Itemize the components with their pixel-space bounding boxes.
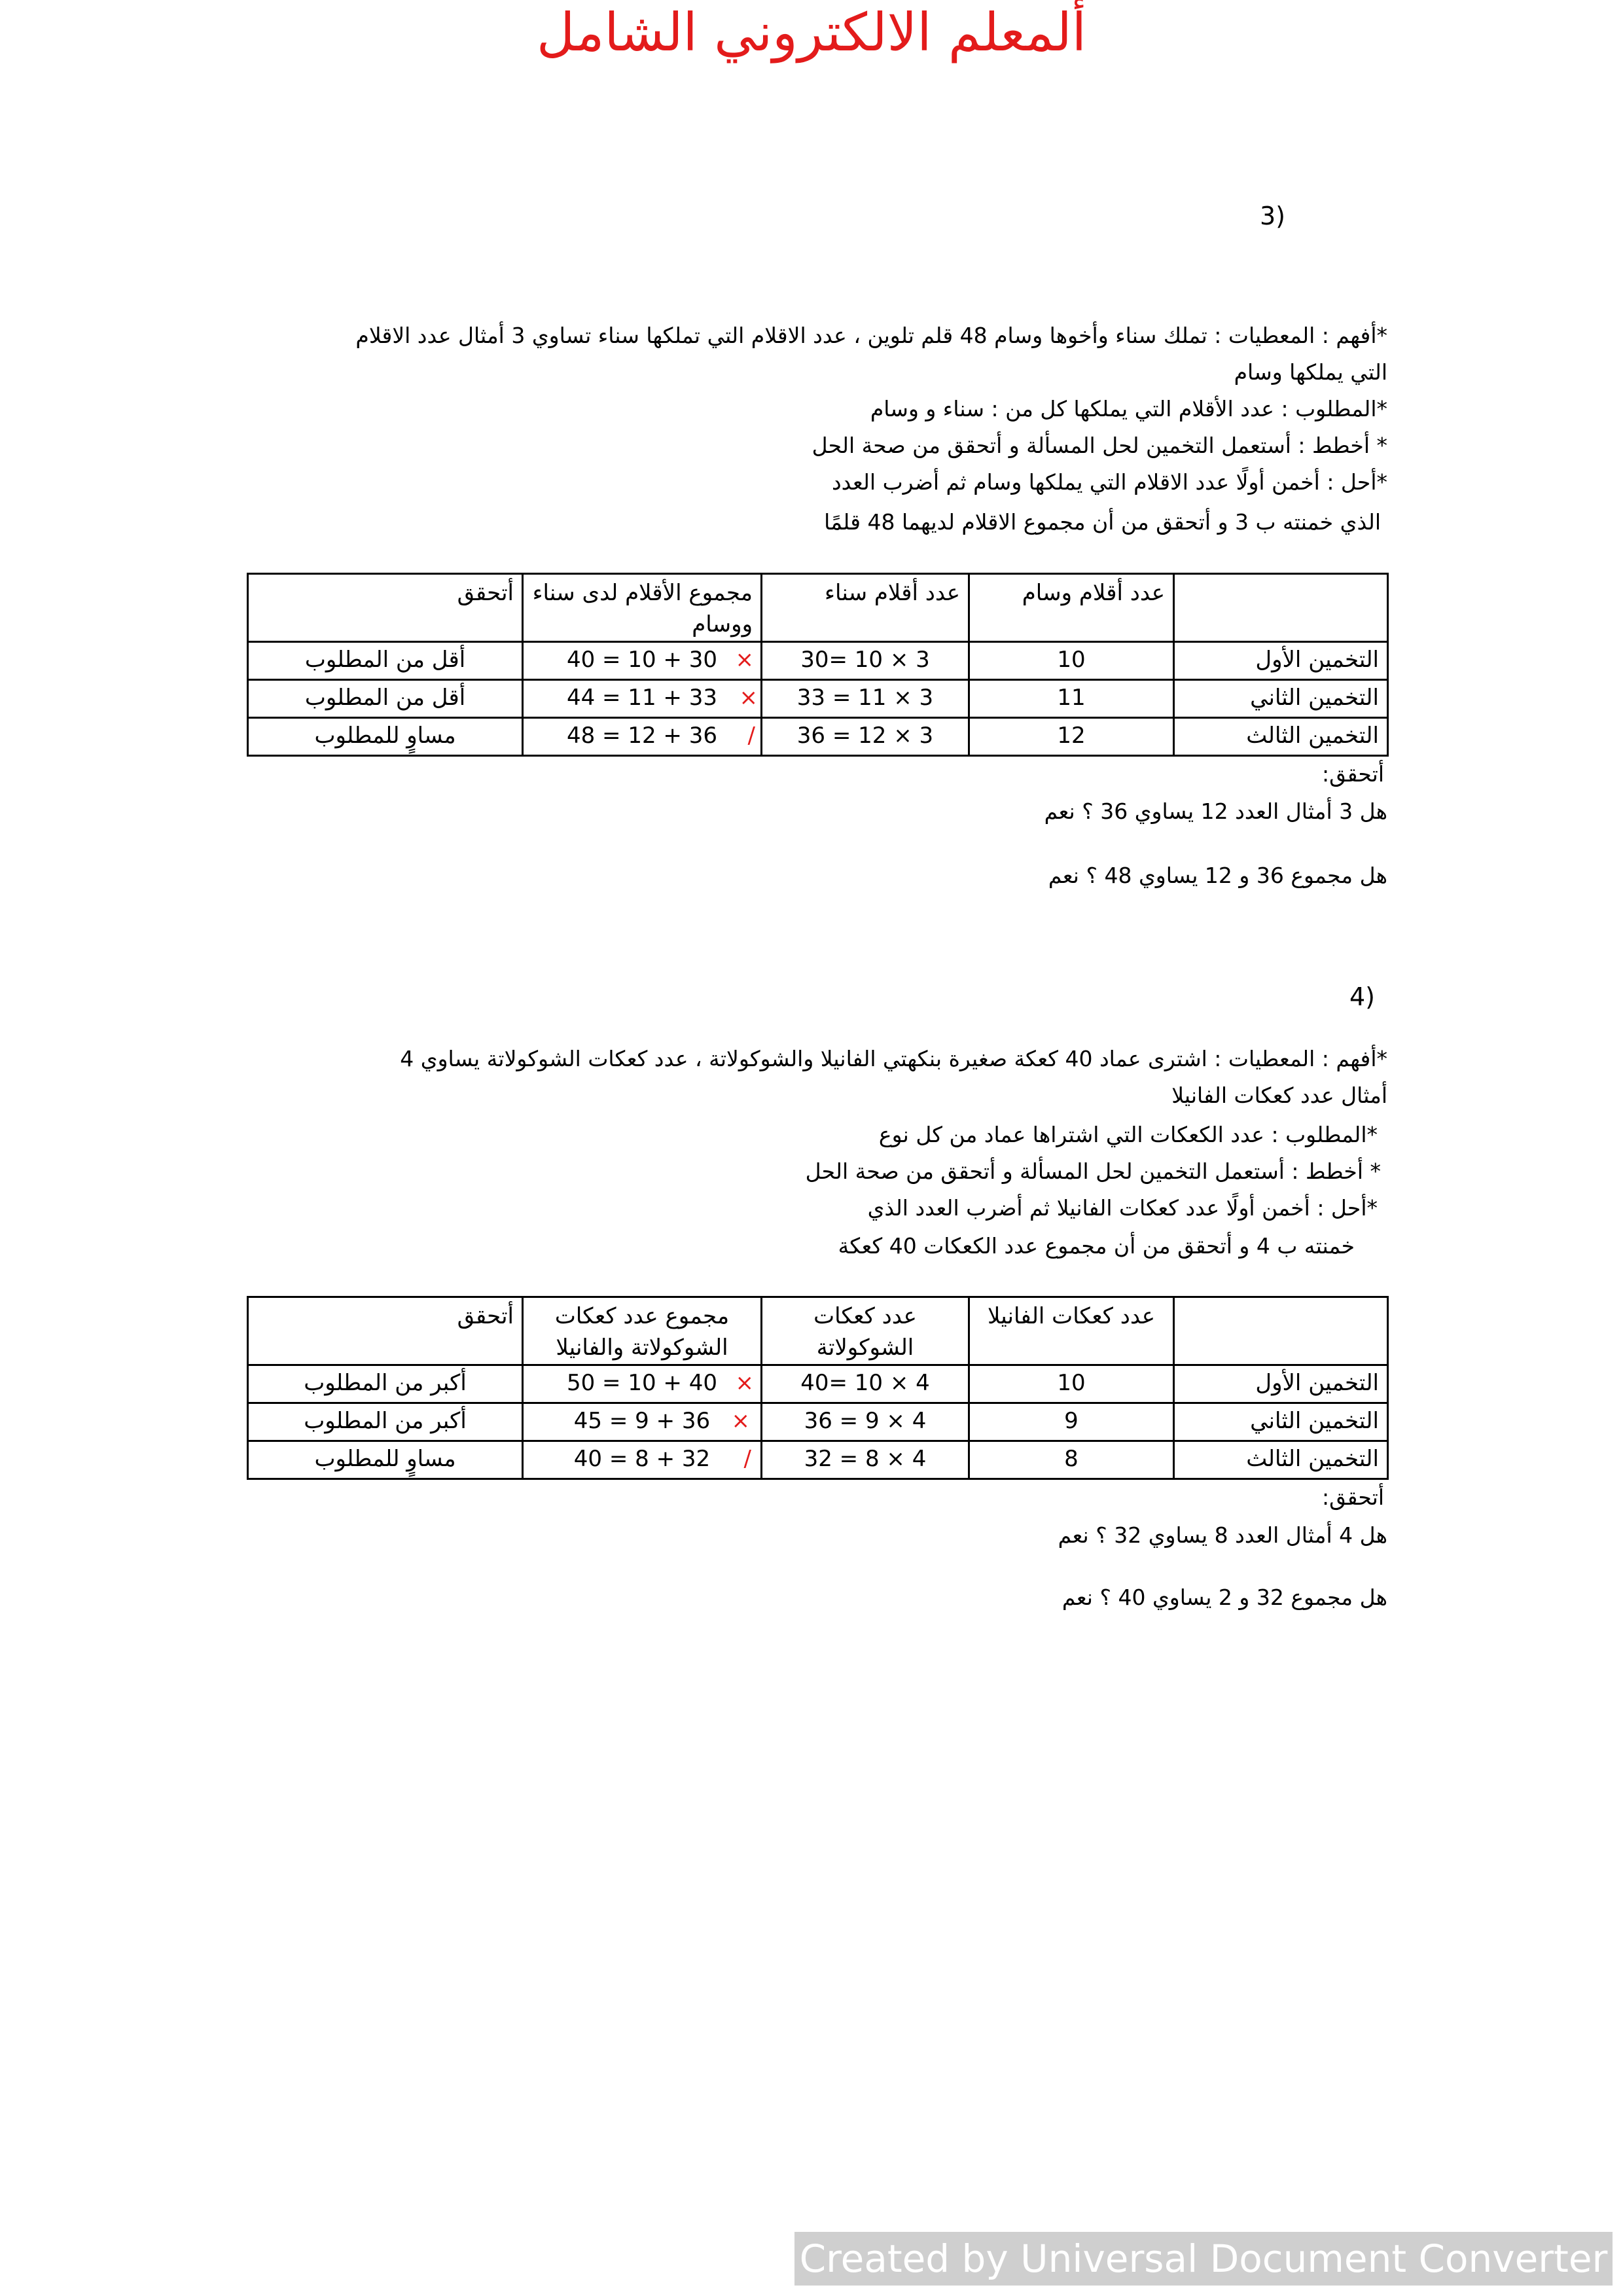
row-check: مساوٍ للمطلوب: [248, 718, 523, 756]
table-row: [248, 1441, 1388, 1479]
row-sum-text: 33 + 11 = 44: [566, 685, 717, 711]
row-label: التخمين الثالث: [1174, 1441, 1388, 1479]
wrong-mark-icon: ×: [735, 1370, 754, 1396]
table-header-row: [248, 574, 1388, 642]
row-label: التخمين الأول: [1174, 1365, 1388, 1403]
row-check: أكبر من المطلوب: [248, 1365, 523, 1403]
row-check: مساوٍ للمطلوب: [248, 1441, 523, 1479]
wrong-mark-icon: ×: [739, 685, 758, 711]
row-label: التخمين الثاني: [1174, 680, 1388, 718]
row-check: أقل من المطلوب: [248, 642, 523, 680]
row-value-b: 4 × 8 = 32: [762, 1441, 969, 1479]
table-row: [248, 642, 1388, 680]
header-cell-wisam: عدد أقلام وسام: [969, 574, 1174, 642]
row-value-b: 3 × 12 = 36: [762, 718, 969, 756]
row-value-a: 10: [969, 1365, 1174, 1403]
problem-4-verify-label: أتحقق:: [1322, 1484, 1384, 1510]
row-sum: [523, 718, 762, 756]
table-row: [248, 1365, 1388, 1403]
table-row: [248, 718, 1388, 756]
problem-3-guess-table: [247, 573, 1389, 757]
row-value-b: 4 × 10 =40: [762, 1365, 969, 1403]
problem-3-solve: *أحل : أخمن أولًا عدد الاقلام التي يملكها وسام ثم أضرب العدد: [831, 469, 1387, 495]
problem-4-verify-2: هل مجموع 32 و 2 يساوي 40 ؟ نعم: [1061, 1585, 1387, 1610]
check-mark-icon: /: [747, 723, 755, 749]
row-check: أقل من المطلوب: [248, 680, 523, 718]
header-cell-check: أتحقق: [248, 1297, 523, 1365]
problem-3-verify-1: هل 3 أمثال العدد 12 يساوي 36 ؟ نعم: [1044, 798, 1387, 824]
row-value-a: 8: [969, 1441, 1174, 1479]
problem-4-plan: * أخطط : أستعمل التخمين لحل المسألة و أتحقق من صحة الحل: [805, 1158, 1381, 1184]
row-check: أكبر من المطلوب: [248, 1403, 523, 1441]
row-value-b: 3 × 10 =30: [762, 642, 969, 680]
header-cell-check: أتحقق: [248, 574, 523, 642]
row-sum: [523, 680, 762, 718]
problem-4-solve: *أحل : أخمن أولًا عدد كعكات الفانيلا ثم أضرب العدد الذي: [867, 1195, 1378, 1221]
row-value-a: 12: [969, 718, 1174, 756]
problem-3-required: *المطلوب : عدد الأقلام التي يملكها كل من : سناء و وسام: [870, 396, 1387, 422]
wrong-mark-icon: ×: [735, 647, 754, 673]
row-sum-text: 30 + 10 = 40: [566, 647, 717, 673]
row-label: التخمين الأول: [1174, 642, 1388, 680]
row-label: التخمين الثاني: [1174, 1403, 1388, 1441]
header-cell-empty: [1174, 1297, 1388, 1365]
problem-3-verify-2: هل مجموع 36 و 12 يساوي 48 ؟ نعم: [1048, 863, 1387, 888]
header-cell-chocolate: عدد كعكات الشوكولاتة: [762, 1297, 969, 1365]
table-row: [248, 680, 1388, 718]
problem-4-understand: *أفهم : المعطيات : اشترى عماد 40 كعكة صغيرة بنكهتي الفانيلا والشوكولاتة ، عدد كعكات الشوكولاتة يساوي 4 أمثال عدد كعكات الفانيلا: [400, 1046, 1387, 1108]
header-cell-sum: مجموع عدد كعكات الشوكولاتة والفانيلا: [523, 1297, 762, 1365]
row-value-b: 3 × 11 = 33: [762, 680, 969, 718]
problem-4-solve-cont: خمنته ب 4 و أتحقق من أن مجموع عدد الكعكات 40 كعكة: [838, 1233, 1355, 1259]
row-sum-text: 36 + 9 = 45: [573, 1408, 711, 1434]
row-sum: [523, 1403, 762, 1441]
page-title: ألمعلم الالكتروني الشامل: [536, 2, 1087, 63]
row-sum: [523, 642, 762, 680]
table-header-row: [248, 1297, 1388, 1365]
row-sum-text: 36 + 12 = 48: [566, 723, 717, 749]
problem-3-verify-label: أتحقق:: [1322, 761, 1384, 787]
row-sum: [523, 1365, 762, 1403]
header-cell-empty: [1174, 574, 1388, 642]
row-sum-text: 32 + 8 = 40: [573, 1446, 711, 1472]
row-value-b: 4 × 9 = 36: [762, 1403, 969, 1441]
problem-3-solve-cont: الذي خمنته ب 3 و أتحقق من أن مجموع الاقلام لديهما 48 قلمًا: [824, 509, 1381, 535]
row-value-a: 11: [969, 680, 1174, 718]
problem-4-verify-1: هل 4 أمثال العدد 8 يساوي 32 ؟ نعم: [1058, 1522, 1387, 1548]
check-mark-icon: /: [743, 1446, 751, 1472]
problem-4-number: 4): [1349, 982, 1376, 1011]
problem-4-guess-table: [247, 1296, 1389, 1480]
row-value-a: 10: [969, 642, 1174, 680]
problem-4-required: *المطلوب : عدد الكعكات التي اشتراها عماد من كل نوع: [878, 1122, 1378, 1147]
header-cell-sanaa: عدد أقلام سناء: [762, 574, 969, 642]
header-cell-sum: مجموع الأقلام لدى سناء ووسام: [523, 574, 762, 642]
row-sum: [523, 1441, 762, 1479]
converter-watermark: Created by Universal Document Converter: [794, 2232, 1613, 2286]
wrong-mark-icon: ×: [731, 1408, 750, 1434]
row-sum-text: 40 + 10 = 50: [566, 1370, 717, 1396]
table-row: [248, 1403, 1388, 1441]
row-value-a: 9: [969, 1403, 1174, 1441]
problem-3-plan: * أخطط : أستعمل التخمين لحل المسألة و أتحقق من صحة الحل: [812, 433, 1387, 458]
problem-3-number: 3): [1260, 202, 1286, 230]
row-label: التخمين الثالث: [1174, 718, 1388, 756]
header-cell-vanilla: عدد كعكات الفانيلا: [969, 1297, 1174, 1365]
problem-3-understand: *أفهم : المعطيات : تملك سناء وأخوها وسام 48 قلم تلوين ، عدد الاقلام التي تملكها سناء تساوي 3 أمثال عدد الاقلام التي يملكها وسام: [355, 323, 1387, 385]
